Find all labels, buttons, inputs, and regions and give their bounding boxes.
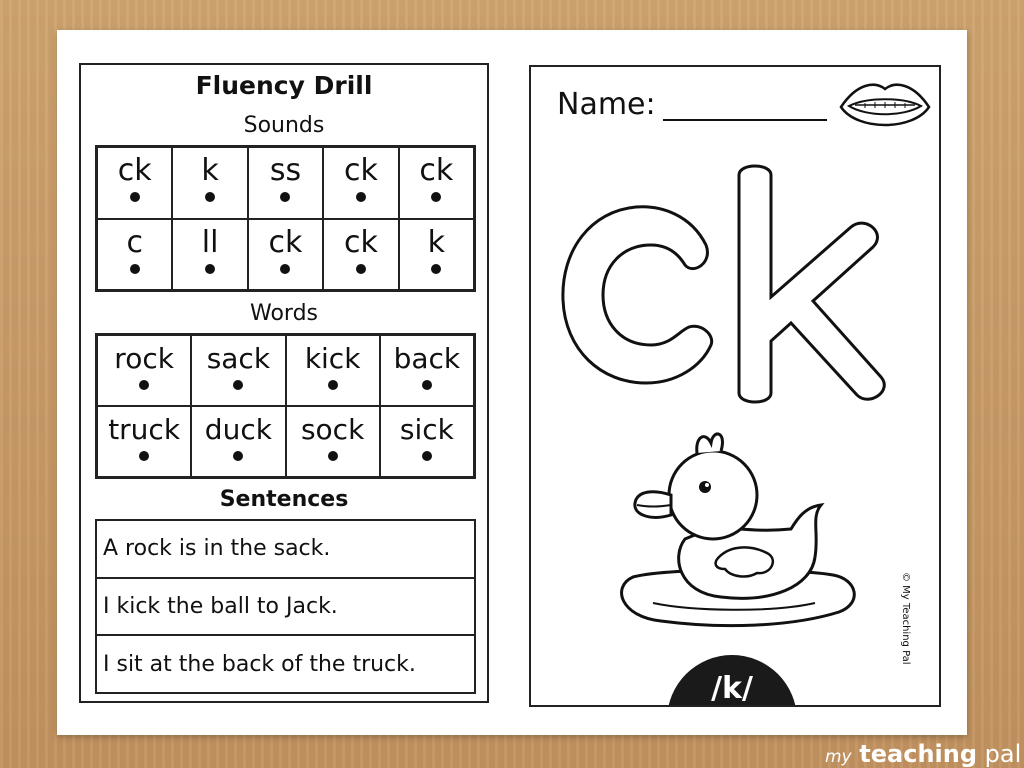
sound-dot <box>139 380 149 390</box>
words-cell <box>380 335 474 406</box>
sound-dot <box>205 192 215 202</box>
words-text: sack <box>206 342 271 375</box>
sentences-heading: Sentences <box>219 487 349 512</box>
sound-dot <box>233 451 243 461</box>
copyright-text: © My Teaching Pal <box>900 572 911 665</box>
sounds-cell <box>97 219 172 291</box>
brand-my: my <box>825 747 852 767</box>
brand-teaching: teaching <box>859 740 978 768</box>
mouth-icon <box>837 77 933 137</box>
sounds-cell <box>323 147 398 219</box>
words-text: rock <box>114 342 174 375</box>
words-cell <box>97 406 191 477</box>
words-heading: Words <box>249 301 318 326</box>
words-grid <box>95 333 476 479</box>
sounds-text: ss <box>269 153 302 188</box>
sounds-cell <box>323 219 398 291</box>
sentence-row: A rock is in the sack. <box>97 521 474 579</box>
fluency-drill-page <box>79 63 489 703</box>
sounds-cell <box>172 147 247 219</box>
worksheet <box>57 30 967 735</box>
sound-dot <box>356 264 366 274</box>
sound-dot <box>280 264 290 274</box>
sound-dot <box>233 380 243 390</box>
sounds-cell <box>172 219 247 291</box>
brand-pal: pal <box>984 740 1022 768</box>
sounds-cell <box>399 147 474 219</box>
sound-dot <box>328 380 338 390</box>
sound-dot <box>328 451 338 461</box>
sounds-text: ck <box>419 153 454 188</box>
words-text: duck <box>204 413 272 446</box>
sound-badge: /k/ <box>667 655 797 707</box>
sound-dot <box>422 380 432 390</box>
sounds-text: ck <box>343 153 378 188</box>
sounds-text: ll <box>201 224 219 260</box>
sounds-text: k <box>427 224 445 260</box>
words-cell <box>191 335 285 406</box>
sound-dot <box>431 192 441 202</box>
words-text: kick <box>304 342 361 375</box>
sound-dot <box>280 192 290 202</box>
sound-dot <box>130 264 140 274</box>
sounds-cell <box>97 147 172 219</box>
sound-dot <box>139 451 149 461</box>
sound-dot <box>431 264 441 274</box>
sounds-cell <box>399 219 474 291</box>
sounds-text: c <box>126 224 143 260</box>
letter-page <box>529 65 941 707</box>
sounds-text: ck <box>268 224 303 260</box>
sound-dot <box>130 192 140 202</box>
sentence-row: I kick the ball to Jack. <box>97 579 474 637</box>
words-cell <box>286 406 380 477</box>
words-text: back <box>393 342 461 375</box>
sound-dot <box>356 192 366 202</box>
sounds-grid <box>95 145 476 292</box>
words-text: sick <box>399 413 454 446</box>
words-cell <box>286 335 380 406</box>
words-cell <box>380 406 474 477</box>
words-text: sock <box>300 413 365 446</box>
brand-logo <box>825 740 1021 768</box>
sound-dot <box>422 451 432 461</box>
sound-dot <box>205 264 215 274</box>
sounds-heading: Sounds <box>243 113 325 138</box>
sounds-text: ck <box>343 224 378 260</box>
sentences-list <box>95 519 476 694</box>
page-title: Fluency Drill <box>195 71 373 100</box>
sounds-text: k <box>201 153 219 188</box>
words-cell <box>191 406 285 477</box>
name-line <box>663 119 827 121</box>
name-label: Name: <box>557 87 656 122</box>
words-cell <box>97 335 191 406</box>
ck-letters-icon <box>551 155 921 415</box>
sentence-row: I sit at the back of the truck. <box>103 651 416 677</box>
sounds-text: ck <box>117 153 152 188</box>
sounds-cell <box>248 147 323 219</box>
sounds-cell <box>248 219 323 291</box>
words-text: truck <box>108 413 181 446</box>
duck-icon <box>601 407 861 647</box>
